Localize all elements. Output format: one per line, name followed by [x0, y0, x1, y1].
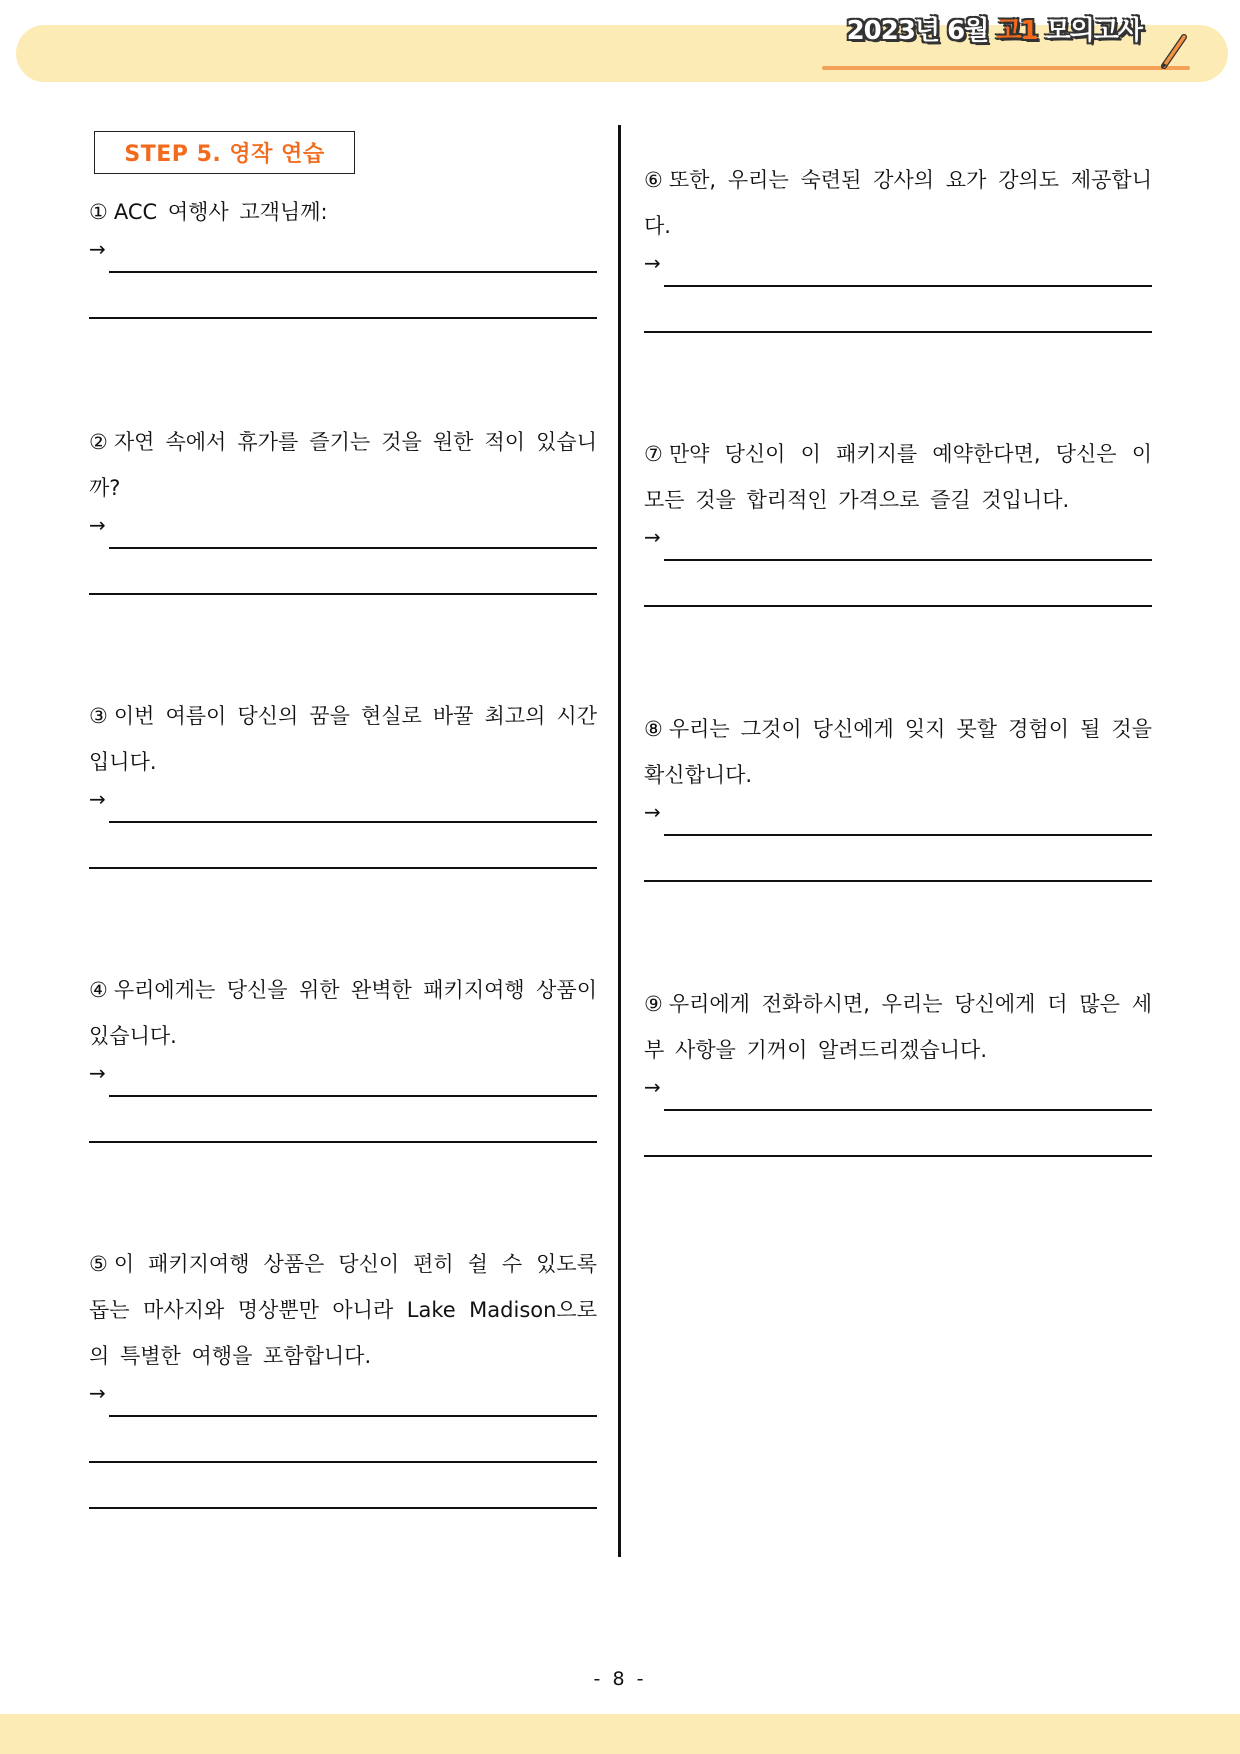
answer-line[interactable]	[644, 605, 1152, 607]
answer-line[interactable]	[89, 1461, 597, 1463]
arrow-icon: →	[644, 251, 661, 275]
item-number: ⑨	[644, 992, 663, 1016]
answer-area[interactable]	[89, 235, 597, 281]
answer-line[interactable]	[109, 271, 597, 273]
item-number: ⑦	[644, 442, 663, 466]
item-prompt: 우리에게 전화하시면, 우리는 당신에게 더 많은 세부 사항을 기꺼이 알려드리겠습니다.	[644, 992, 1152, 1062]
item-prompt: 우리에게는 당신을 위한 완벽한 패키지여행 상품이 있습니다.	[89, 978, 597, 1048]
arrow-icon: →	[644, 800, 661, 824]
item-prompt: 이 패키지여행 상품은 당신이 편히 쉴 수 있도록 돕는 마사지와 명상뿐만 아니라 Lake Madison으로의 특별한 여행을 포함합니다.	[89, 1252, 597, 1368]
step-title-box	[94, 131, 355, 174]
item-prompt: 자연 속에서 휴가를 즐기는 것을 원한 적이 있습니까?	[89, 430, 597, 500]
column-divider	[618, 125, 621, 1557]
answer-line[interactable]	[644, 331, 1152, 333]
answer-line[interactable]	[109, 547, 597, 549]
answer-line[interactable]	[109, 821, 597, 823]
answer-line[interactable]	[89, 317, 597, 319]
item-number: ⑥	[644, 168, 663, 192]
header-title	[847, 8, 1180, 48]
answer-line[interactable]	[109, 1095, 597, 1097]
exercise-item-7	[644, 431, 1152, 569]
header-underline	[822, 66, 1190, 70]
exercise-item-2	[89, 419, 597, 557]
exercise-item-1	[89, 189, 597, 281]
header-title-date: 2023년 6월	[846, 15, 989, 46]
item-number: ④	[89, 978, 108, 1002]
header-title-exam: 모의고사	[1045, 15, 1142, 46]
arrow-icon: →	[644, 525, 661, 549]
arrow-icon: →	[89, 787, 106, 811]
answer-line[interactable]	[664, 285, 1152, 287]
exercise-item-4	[89, 967, 597, 1105]
answer-area[interactable]	[644, 523, 1152, 569]
answer-area[interactable]	[644, 798, 1152, 844]
item-number: ②	[89, 430, 108, 454]
answer-line[interactable]	[89, 593, 597, 595]
answer-area[interactable]	[644, 249, 1152, 295]
exercise-item-9	[644, 981, 1152, 1119]
answer-line[interactable]	[109, 1415, 597, 1417]
footer-bar	[0, 1714, 1240, 1754]
exercise-item-3	[89, 693, 597, 831]
item-number: ⑤	[89, 1252, 108, 1276]
exercise-item-5	[89, 1241, 597, 1425]
arrow-icon: →	[89, 1381, 106, 1405]
answer-line[interactable]	[89, 867, 597, 869]
answer-line[interactable]	[644, 1155, 1152, 1157]
arrow-icon: →	[89, 513, 106, 537]
item-number: ①	[89, 200, 108, 224]
arrow-icon: →	[89, 237, 106, 261]
page-number: - 8 -	[593, 1668, 647, 1690]
item-prompt: 이번 여름이 당신의 꿈을 현실로 바꿀 최고의 시간입니다.	[89, 704, 597, 774]
answer-line[interactable]	[89, 1507, 597, 1509]
answer-area[interactable]	[89, 785, 597, 831]
item-prompt: 우리는 그것이 당신에게 잊지 못할 경험이 될 것을 확신합니다.	[644, 717, 1152, 787]
exercise-item-8	[644, 706, 1152, 844]
answer-area[interactable]	[89, 1379, 597, 1425]
arrow-icon: →	[644, 1075, 661, 1099]
arrow-icon: →	[89, 1061, 106, 1085]
item-prompt: 또한, 우리는 숙련된 강사의 요가 강의도 제공합니다.	[644, 168, 1152, 238]
step-title: STEP 5. 영작 연습	[124, 142, 325, 167]
answer-area[interactable]	[89, 511, 597, 557]
answer-line[interactable]	[644, 880, 1152, 882]
answer-area[interactable]	[89, 1059, 597, 1105]
item-number: ③	[89, 704, 108, 728]
pencil-icon	[1158, 34, 1188, 70]
item-prompt: ACC 여행사 고객님께:	[113, 200, 328, 224]
item-number: ⑧	[644, 717, 663, 741]
answer-line[interactable]	[664, 1109, 1152, 1111]
answer-line[interactable]	[664, 559, 1152, 561]
answer-line[interactable]	[89, 1141, 597, 1143]
header-title-grade: 고1	[996, 15, 1038, 46]
answer-area[interactable]	[644, 1073, 1152, 1119]
exercise-item-6	[644, 157, 1152, 295]
answer-line[interactable]	[664, 834, 1152, 836]
item-prompt: 만약 당신이 이 패키지를 예약한다면, 당신은 이 모든 것을 합리적인 가격으로 즐길 것입니다.	[644, 442, 1152, 512]
